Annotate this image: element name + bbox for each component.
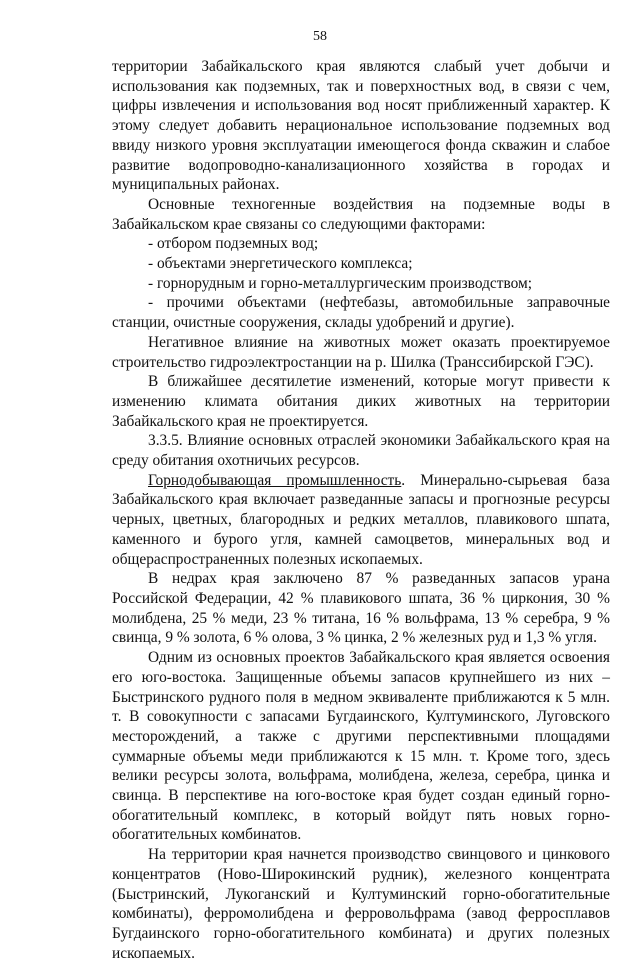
paragraph: территории Забайкальского края являются слабый учет добычи и использования как подземных, так и поверхностных вод, в связи с чем, цифры извлечения и использования вод носят приближенный характер. К этому следует добавить нерациональное использование подземных вод ввиду низкого уровня эксплуатации имеющегося фонда скважин и слабое развитие водопроводно-канализационного хозяйства в городах и муниципальных районах. (112, 58, 610, 194)
list-item: - прочими объектами (нефтебазы, автомобильные заправочные станции, очистные сооружения, склады удобрений и другие). (112, 294, 610, 332)
paragraph: Основные техногенные воздействия на подземные воды в Забайкальском крае связаны со следующими факторами: (112, 195, 610, 233)
page-number: 58 (313, 29, 327, 44)
paragraph: Одним из основных проектов Забайкальского края является освоения его юго-востока. Защищенные объемы запасов крупнейшего из них – Быстринского рудного поля в медном эквиваленте приближаются к 5 млн. т. В совокупности с запасами Бугдаинского, Култуминского, Луговского месторождений, а также с другими перспективными площадями суммарные объемы меди приближаются к 15 млн. т. Кроме того, здесь велики ресурсы золота, вольфрама, молибдена, железа, серебра, цинка и свинца. В перспективе на юго-востоке края будет создан единый горно-обогатительный комплекс, в который войдут пять новых горно-обогатительных комбинатов. (112, 649, 610, 844)
paragraph: В недрах края заключено 87 % разведанных запасов урана Российской Федерации, 42 % плавикового шпата, 36 % циркония, 30 % молибдена, 25 % меди, 23 % титана, 16 % вольфрама, 13 % серебра, 9 % свинца, 9 % золота, 6 % олова, 3 % цинка, 2 % железных руд и 1,3 % угля. (112, 570, 610, 647)
paragraph: Негативное влияние на животных может оказать проектируемое строительство гидроэлектростанции на р. Шилка (Транссибирской ГЭС). (112, 333, 610, 371)
section-heading: 3.3.5. Влияние основных отраслей экономики Забайкальского края на среду обитания охотничьих ресурсов. (112, 432, 610, 470)
list-item: - горнорудным и горно-металлургическим производством; (148, 274, 533, 292)
document-body (112, 57, 610, 963)
list-item: - отбором подземных вод; (148, 235, 319, 253)
paragraph (112, 471, 610, 570)
underlined-term: Горнодобывающая промышленность (148, 471, 402, 489)
paragraph-text: . Минерально-сырьевая база Забайкальского края включает разведанные запасы и прогнозные ресурсы черных, цветных, благородных и редких металлов, плавикового шпата, каменного и бурого угля, камней самоцветов, минеральных вод и общераспространенных полезных ископаемых. (112, 471, 610, 568)
paragraph: В ближайшее десятилетие изменений, которые могут привести к изменению климата обитания диких животных на территории Забайкальского края не проектируется. (112, 373, 610, 430)
list-item: - объектами энергетического комплекса; (148, 255, 413, 273)
paragraph: На территории края начнется производство свинцового и цинкового концентратов (Ново-Широкинский рудник), железного концентрата (Быстринский, Лукоганский и Култуминский горно-обогатительные комбинаты), ферромолибдена и ферровольфрама (завод ферросплавов Бугдаинского горно-обогатительного комбината) и других полезных ископаемых. (112, 846, 610, 962)
